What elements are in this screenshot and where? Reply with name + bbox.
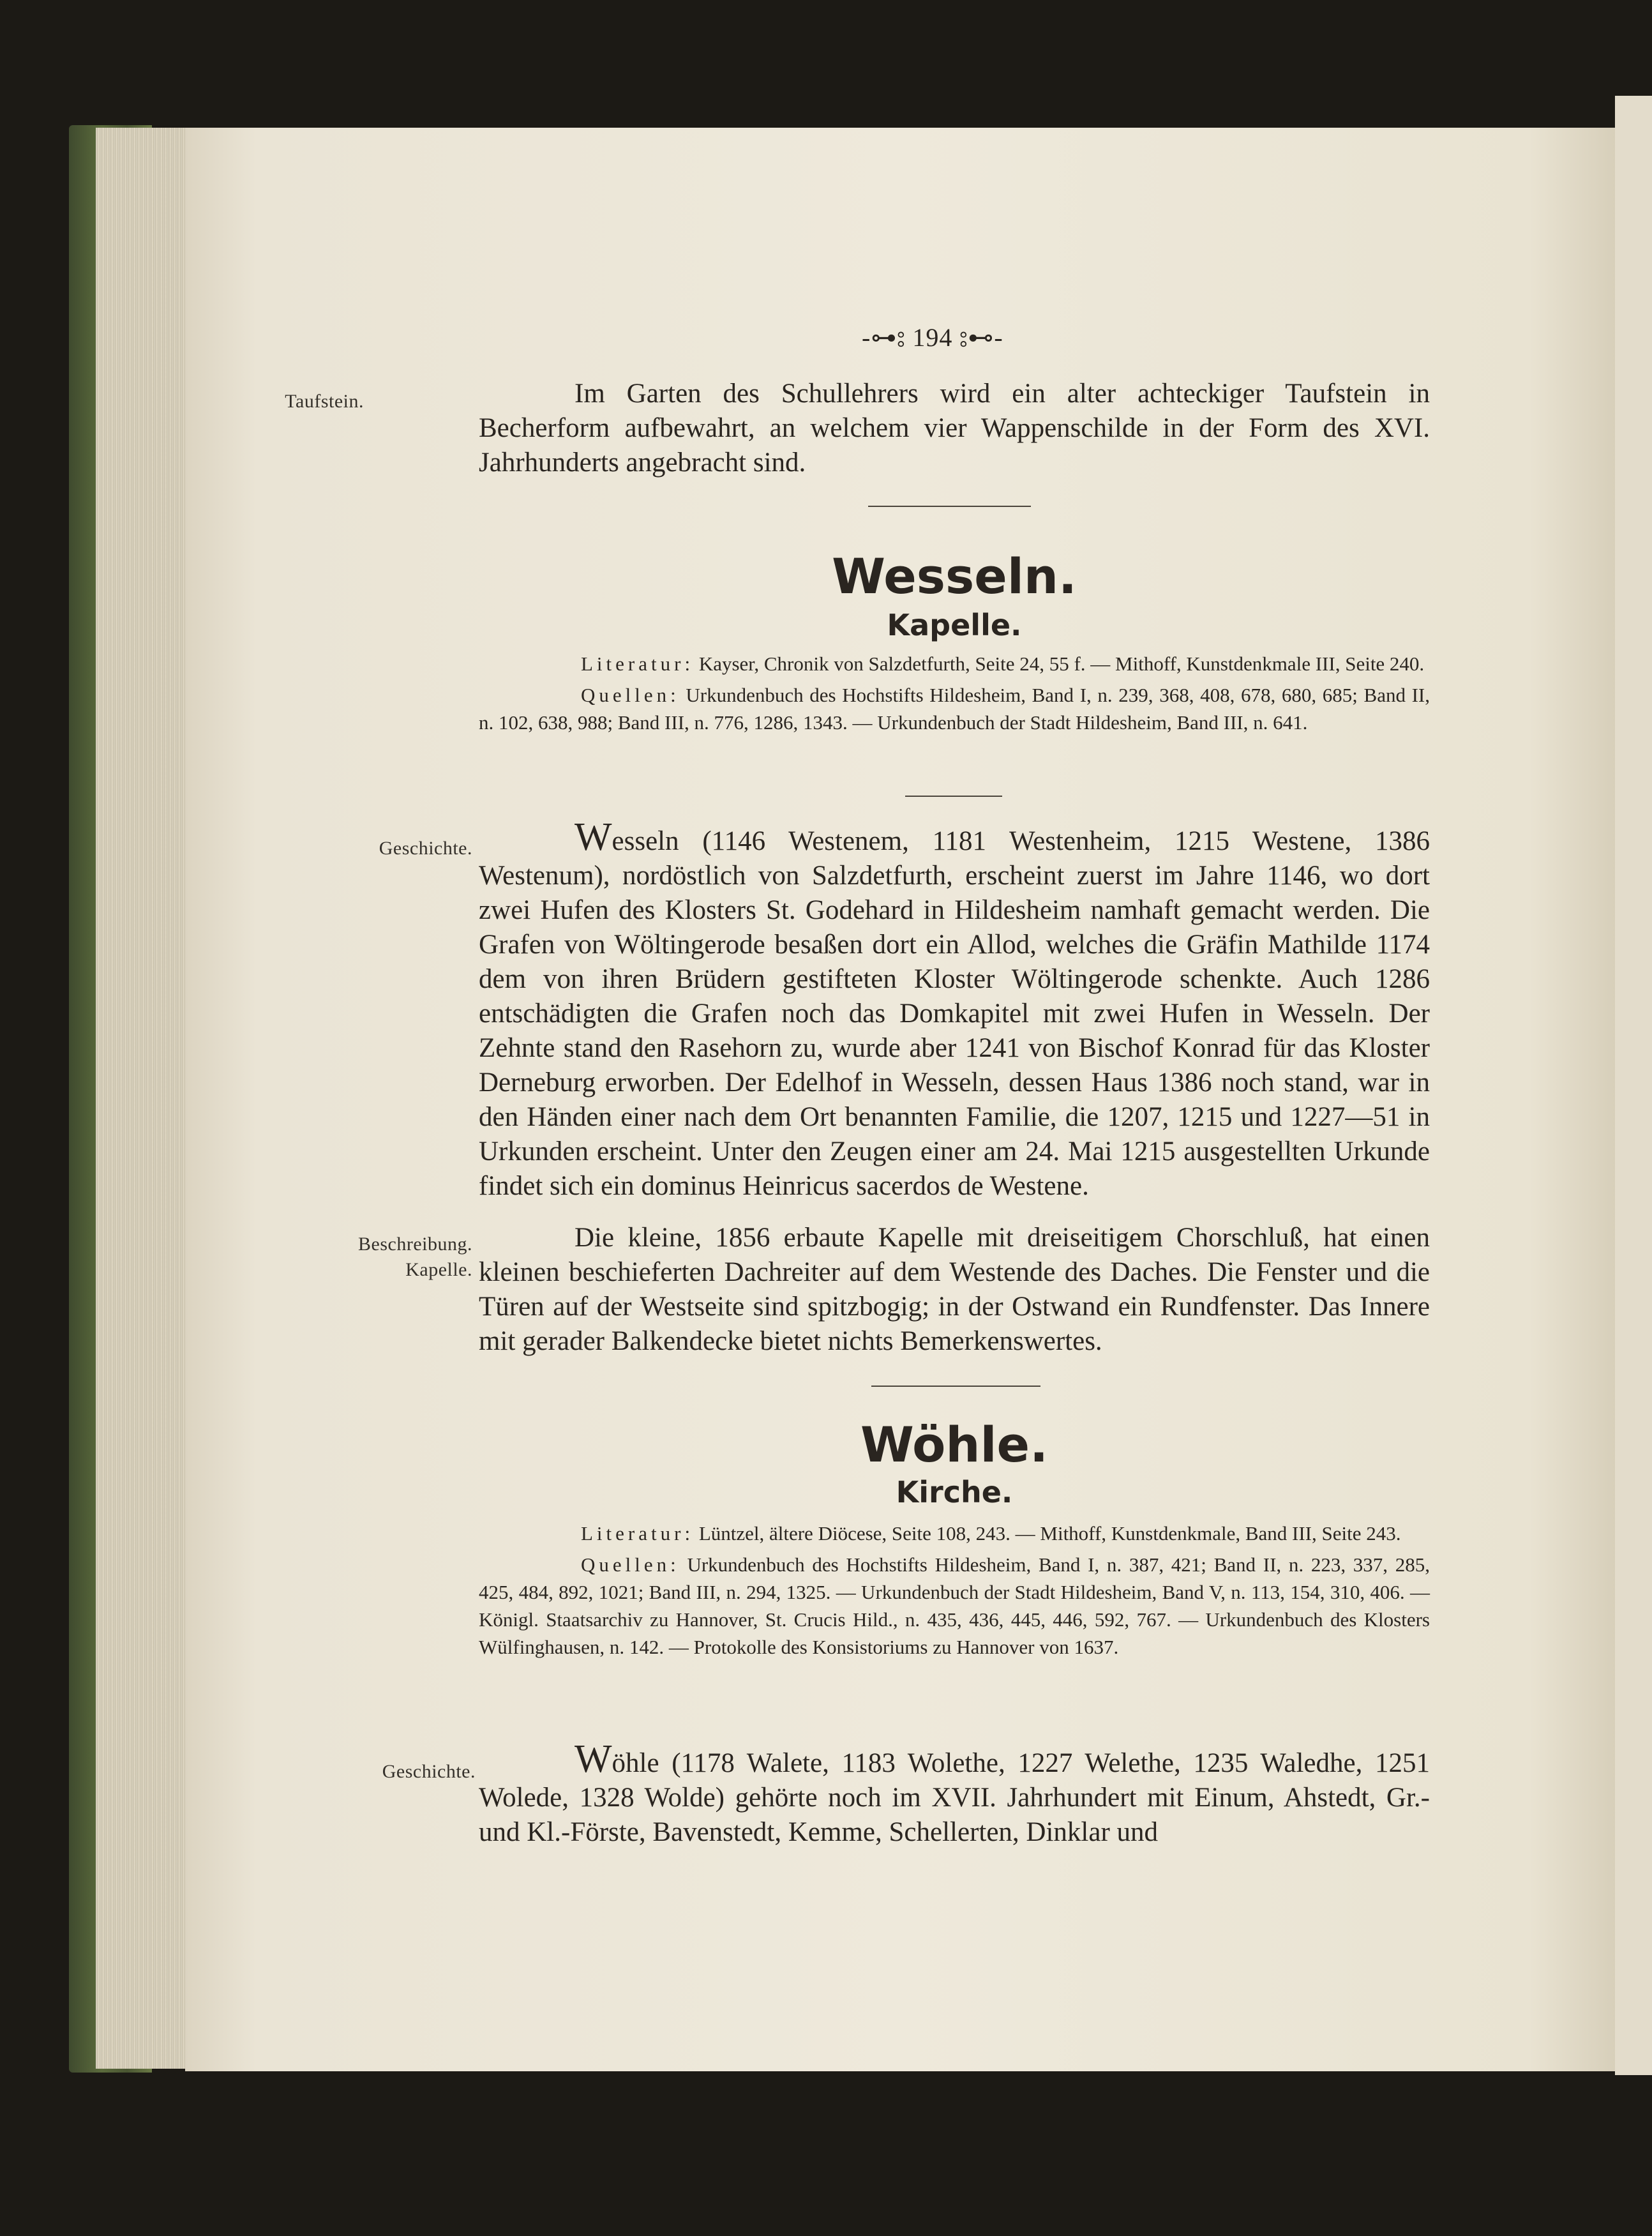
literatur-wesseln: Literatur: Kayser, Chronik von Salzdetfurth, Seite 24, 55 f. — Mithoff, Kunstdenkmale III, Seite 240.: [581, 653, 1425, 675]
page-number: -⊶⦂ 194 ⦂⊷-: [862, 323, 1003, 352]
quellen-woehle: Quellen: Urkundenbuch des Hochstifts Hildesheim, Band I, n. 387, 421; Band II, n. 223, 337, 285, 425, 484, 892, 1021; Band III, n. 294, 1325. — Urkundenbuch der Stadt Hildesheim, Band V, n. 113, 154, 310, 406. — Königl. Staatsarchiv zu Hannover, St. Crucis Hild., n. 435, 436, 445, 446, 592, 767. — Urkundenbuch des Klosters Wülfinghausen, n. 142. — Protokolle des Konsistoriums zu Hannover von 1637.: [479, 1553, 1430, 1658]
references-wesseln: [479, 650, 1430, 740]
margin-label-kapelle: Kapelle.: [405, 1259, 472, 1280]
section-subtitle-woehle: Kirche.: [896, 1475, 1013, 1509]
wesseln-beschreibung-paragraph: Die kleine, 1856 erbaute Kapelle mit dreiseitigem Chorschluß, hat einen kleinen beschieferten Dachreiter auf dem Westende des Daches. Die Fenster und die Türen auf der Westseite sind spitzbogig; in der Ostwand ein Rundfenster. Das Innere mit gerader Balkendecke bietet nichts Bemerkenswertes.: [479, 1223, 1430, 1356]
section-title-wesseln: Wesseln.: [832, 548, 1077, 605]
references-woehle: [479, 1520, 1430, 1665]
section-title-woehle: Wöhle.: [860, 1416, 1048, 1473]
margin-label-beschreibung: Beschreibung.: [358, 1234, 472, 1255]
section-divider: [871, 1386, 1040, 1387]
woehle-geschichte-paragraph: Wöhle (1178 Walete, 1183 Wolethe, 1227 Welethe, 1235 Waledhe, 1251 Wolede, 1328 Wolde) gehörte noch im XVII. Jahrhundert mit Einum, Ahstedt, Gr.- und Kl.-Förste, Bavenstedt, Kemme, Schellerten, Dinklar und: [479, 1737, 1430, 1847]
section-divider: [905, 796, 1002, 797]
section-divider: [868, 506, 1031, 507]
wesseln-geschichte-paragraph: Wesseln (1146 Westenem, 1181 Westenheim, 1215 Westene, 1386 Westenum), nordöstlich von Salzdetfurth, erscheint zuerst im Jahre 1146, wo dort zwei Hufen des Klosters St. Godehard in Hildesheim namhaft gemacht werden. Die Grafen von Wöltingerode besaßen dort ein Allod, welches die Gräfin Mathilde 1174 dem von ihren Brüdern gestifteten Kloster Wöltingerode schenkte. Auch 1286 entschädigten die Grafen noch das Domkapitel mit zwei Hufen in Wesseln. Der Zehnte stand den Rasehorn zu, wurde aber 1241 von Bischof Konrad für das Kloster Derneburg erworben. Der Edelhof in Wesseln, dessen Haus 1386 noch stand, war in den Händen einer nach dem Ort benannten Familie, die 1207, 1215 und 1227—51 in Urkunden erscheint. Unter den Zeugen einer am 24. Mai 1215 ausgestellten Urkunde findet sich ein dominus Heinricus sacerdos de Westene.: [479, 815, 1430, 1201]
page-edges: [96, 128, 191, 2069]
margin-label-geschichte-woehle: Geschichte.: [382, 1761, 476, 1782]
section-subtitle-wesseln: Kapelle.: [887, 608, 1022, 642]
taufstein-paragraph: Im Garten des Schullehrers wird ein alter achteckiger Taufstein in Becherform aufbewahrt, an welchem vier Wappenschilde in der Form des XVI. Jahrhunderts angebracht sind.: [479, 379, 1430, 478]
margin-label-taufstein: Taufstein.: [285, 391, 364, 412]
margin-label-geschichte: Geschichte.: [379, 838, 472, 859]
literatur-woehle: Literatur: Lüntzel, ältere Diöcese, Seite 108, 243. — Mithoff, Kunstdenkmale, Band III, Seite 243.: [581, 1522, 1401, 1545]
facing-page-edge: [1615, 96, 1652, 2075]
quellen-wesseln: Quellen: Urkundenbuch des Hochstifts Hildesheim, Band I, n. 239, 368, 408, 678, 680, 685; Band II, n. 102, 638, 988; Band III, n. 776, 1286, 1343. — Urkundenbuch der Stadt Hildesheim, Band III, n. 641.: [479, 684, 1430, 734]
